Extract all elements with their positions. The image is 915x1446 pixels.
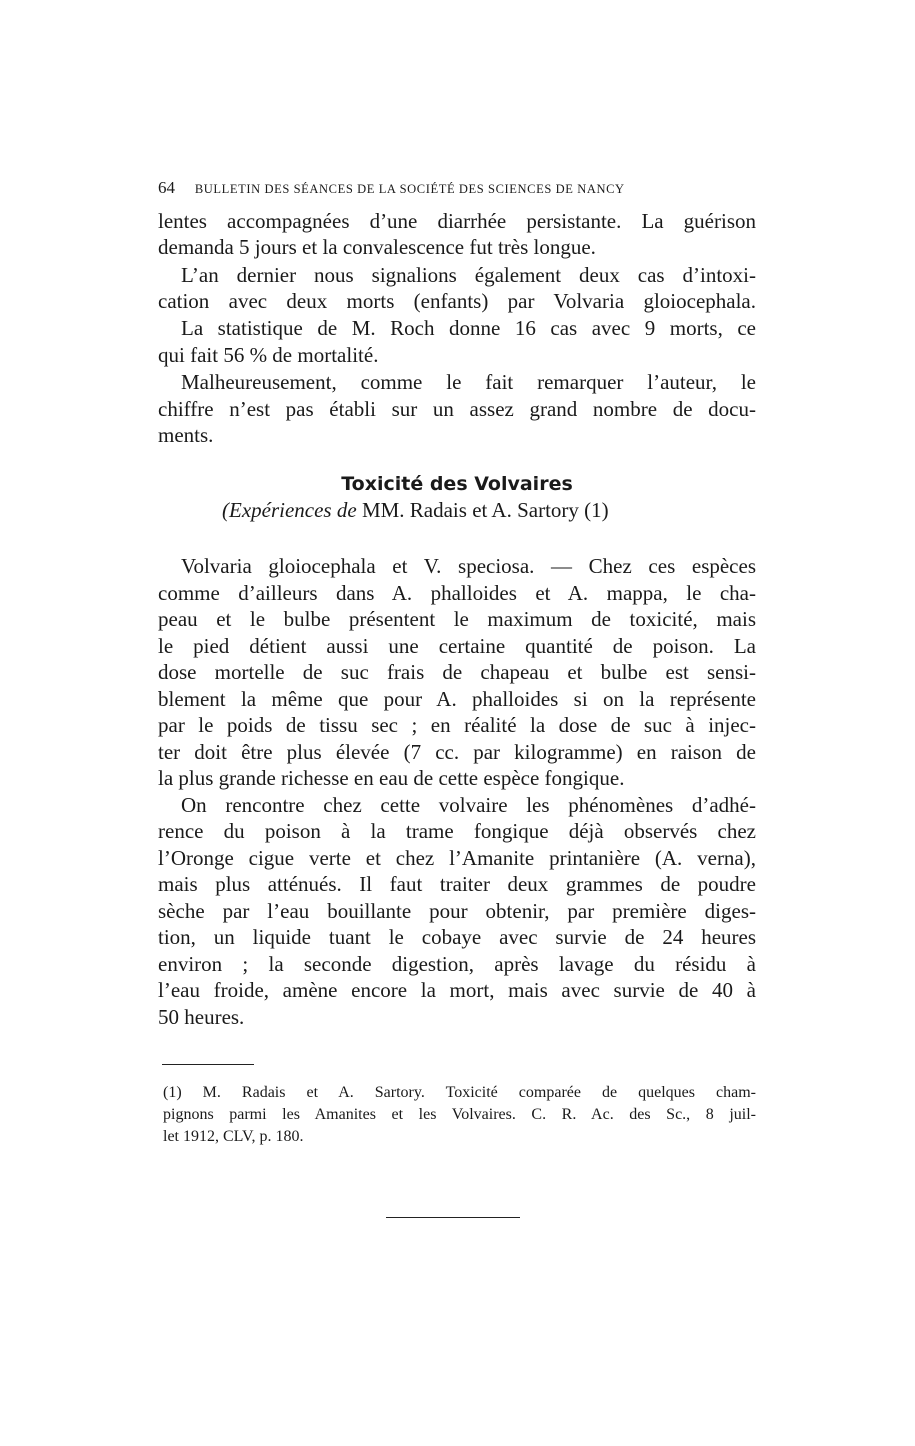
body-line: chiffre n’est pas établi sur un assez grand nombre de docu- — [158, 397, 756, 421]
body-line: tion, un liquide tuant le cobaye avec survie de 24 heures — [158, 925, 756, 949]
body-line: mais plus atténués. Il faut traiter deux grammes de poudre — [158, 872, 756, 896]
body-line: la plus grande richesse en eau de cette espèce fongique. — [158, 766, 625, 790]
subheading-authors: MM. Radais et A. Sartory (1) — [356, 498, 609, 522]
body-line: La statistique de M. Roch donne 16 cas avec 9 morts, ce — [181, 316, 756, 340]
body-line: le pied détient aussi une certaine quantité de poison. La — [158, 634, 756, 658]
body-line: l’eau froide, amène encore la mort, mais avec survie de 40 à — [158, 978, 756, 1002]
body-line: Volvaria gloiocephala et V. speciosa. — Chez ces espèces — [181, 554, 756, 578]
body-line: demanda 5 jours et la convalescence fut très longue. — [158, 235, 596, 259]
footnote-line: let 1912, CLV, p. 180. — [163, 1128, 304, 1145]
body-line: environ ; la seconde digestion, après lavage du résidu à — [158, 952, 756, 976]
body-line: peau et le bulbe présentent le maximum de toxicité, mais — [158, 607, 756, 631]
body-line: sèche par l’eau bouillante pour obtenir, par première diges- — [158, 899, 756, 923]
body-line: L’an dernier nous signalions également deux cas d’intoxi- — [181, 263, 756, 287]
section-subheading — [222, 498, 609, 523]
body-line: comme d’ailleurs dans A. phalloides et A. mappa, le cha- — [158, 581, 756, 605]
body-line: dose mortelle de suc frais de chapeau et bulbe est sensi- — [158, 660, 756, 684]
body-line: rence du poison à la trame fongique déjà observés chez — [158, 819, 756, 843]
body-line: qui fait 56 % de mortalité. — [158, 343, 379, 367]
body-line: ments. — [158, 423, 214, 447]
section-heading: Toxicité des Volvaires — [341, 473, 573, 495]
running-head-title: BULLETIN DES SÉANCES DE LA SOCIÉTÉ DES SCIENCES DE NANCY — [194, 182, 625, 196]
body-line: Malheureusement, comme le fait remarquer l’auteur, le — [181, 370, 756, 394]
running-head — [158, 178, 758, 198]
page-number: 64 — [158, 178, 175, 197]
body-line: cation avec deux morts (enfants) par Volvaria gloiocephala. — [158, 289, 756, 313]
footnote-line: pignons parmi les Amanites et les Volvaires. C. R. Ac. des Sc., 8 juil- — [163, 1106, 756, 1123]
footnote-separator — [162, 1064, 254, 1065]
body-line: On rencontre chez cette volvaire les phénomènes d’adhé- — [181, 793, 756, 817]
end-rule — [386, 1217, 520, 1218]
subheading-prefix: (Expériences de — [222, 498, 357, 522]
body-line: par le poids de tissu sec ; en réalité la dose de suc à injec- — [158, 713, 756, 737]
body-line: l’Oronge cigue verte et chez l’Amanite printanière (A. verna), — [158, 846, 756, 870]
body-line: blement la même que pour A. phalloides si on la représente — [158, 687, 756, 711]
body-line: lentes accompagnées d’une diarrhée persistante. La guérison — [158, 209, 756, 233]
body-line: 50 heures. — [158, 1005, 245, 1029]
body-line: ter doit être plus élevée (7 cc. par kilogramme) en raison de — [158, 740, 756, 764]
footnote-line: (1) M. Radais et A. Sartory. Toxicité comparée de quelques cham- — [163, 1084, 756, 1101]
